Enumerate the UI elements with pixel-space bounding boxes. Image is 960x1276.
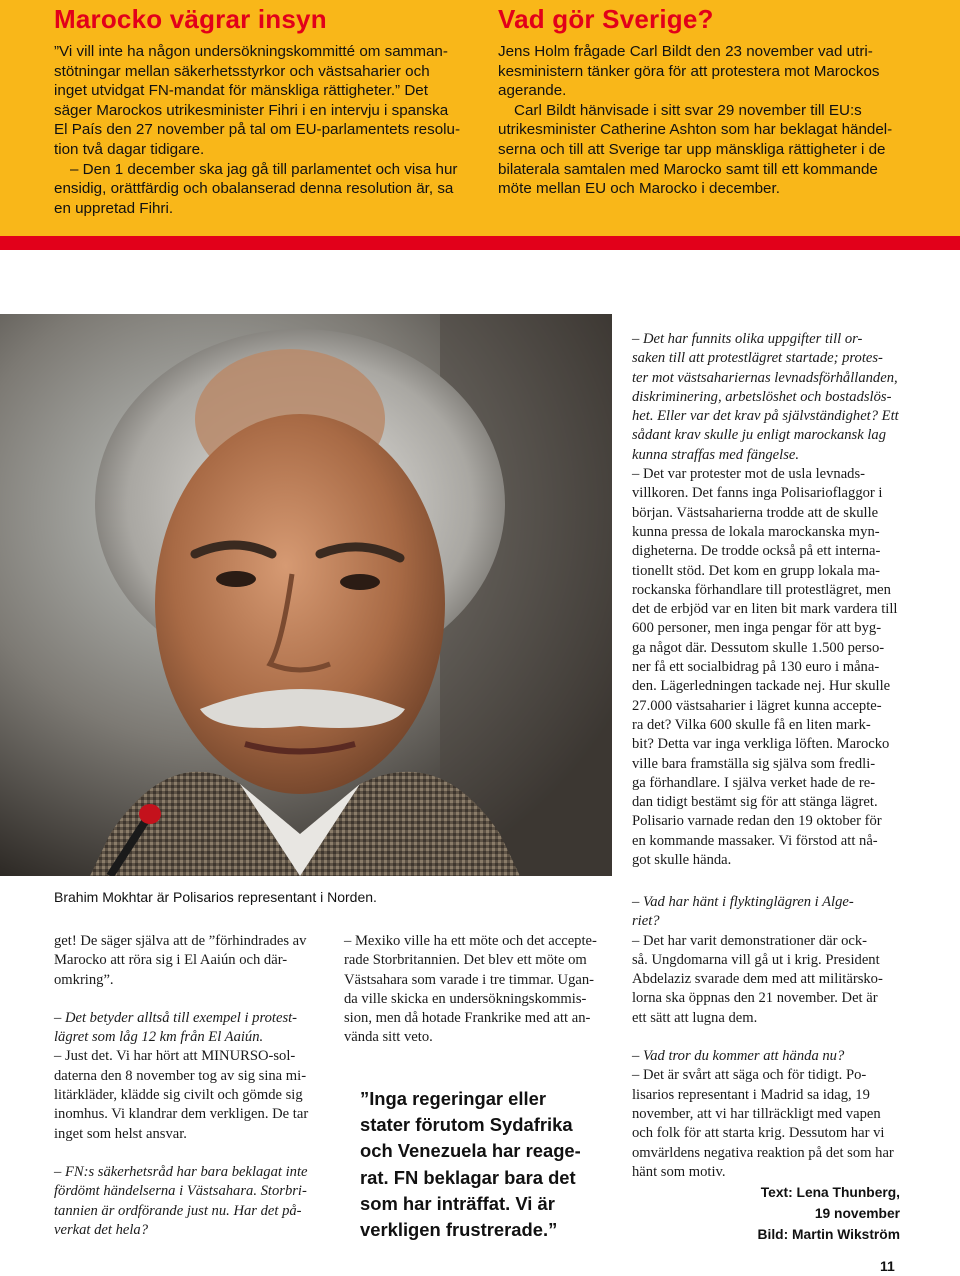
text-line: – Det var protester mot de usla levnads- <box>632 466 866 483</box>
page-number: 11 <box>880 1258 895 1274</box>
portrait-photo <box>0 314 612 876</box>
text-line: Jens Holm frågade Carl Bildt den 23 november vad utri- <box>498 43 873 60</box>
text-line: inget utvidgat FN-mandat för mänskliga rättigheter.” Det <box>54 82 428 100</box>
portrait-photo-illustration <box>0 314 612 876</box>
interview-question <box>632 330 907 465</box>
text-line: Polisario varnade redan den 19 oktober för <box>632 813 882 830</box>
text-line: ville bara framställa sig själva som fredli- <box>632 755 876 772</box>
text-line: – Just det. Vi har hört att MINURSO-sol- <box>54 1048 296 1065</box>
text-line: säger Marockos utrikesminister Fihri i en intervju i spanska <box>54 101 449 119</box>
text-line: ”Vi vill inte ha någon undersökningskommitté om samman- <box>54 43 448 60</box>
byline-author: Text: Lena Thunberg, <box>760 1185 900 1200</box>
text-line: inomhus. Vi klandrar dem verkligen. De tar <box>54 1106 309 1123</box>
text-line: get! De säger själva att de ”förhindrades av <box>54 933 307 949</box>
text-line: rockanska förhandlare till protestlägret, men <box>632 581 891 598</box>
text-line: ner få ett socialbidrag på 130 euro i måna- <box>632 659 880 676</box>
interview-answer <box>632 932 907 1028</box>
middle-paragraph <box>344 932 620 1048</box>
text-line: 600 personer, men inga pengar för att byg- <box>632 620 882 637</box>
marocko-body <box>54 42 474 218</box>
text-line: början. Västsaharierna trodde att de skulle <box>632 504 879 521</box>
text-line: ett sätt att lugna dem. <box>632 1009 758 1026</box>
text-line: kunna straffas med fängelse. <box>632 446 800 463</box>
text-line: ”Inga regeringar eller <box>360 1088 547 1109</box>
text-line: inget som helst ansvar. <box>54 1125 187 1142</box>
text-line: fördömt händelserna i Västsahara. Storbri- <box>54 1183 307 1200</box>
text-line: stötningar mellan säkerhetsstyrkor och västsaharier och <box>54 62 430 80</box>
text-line: ter mot västsahariernas levnadsförhållanden, <box>632 369 898 386</box>
text-line: omvärldens negativa reaktion på det som har <box>632 1144 894 1161</box>
text-line: dan tidigt bestämt sig för att stänga lägret. <box>632 794 878 811</box>
text-line: det de erbjöd var en liten bit mark vardera till <box>632 601 898 618</box>
text-line: den. Lägerledningen tackade nej. Hur skulle <box>632 678 891 695</box>
text-line: Marocko att röra sig i El Aaiún och där- <box>54 952 288 969</box>
interview-answer <box>632 1066 907 1182</box>
text-line: lorna ska öppnas den 21 november. Det är <box>632 990 878 1007</box>
text-line: omkring”. <box>54 971 114 988</box>
sverige-heading: Vad gör Sverige? <box>498 4 714 34</box>
text-line: – Vad tror du kommer att hända nu? <box>632 1048 845 1065</box>
text-line: Abdelaziz svarade dem med att militärsko- <box>632 971 883 988</box>
text-line: riet? <box>632 913 660 930</box>
byline-photographer: Bild: Martin Wikström <box>757 1227 900 1242</box>
interview-answer <box>632 465 907 870</box>
interview-question <box>54 1009 329 1048</box>
marocko-paragraph-1 <box>54 42 474 160</box>
text-line: verkligen frustrerade.” <box>360 1219 558 1241</box>
text-line: Västsahara som varade i tre timmar. Ugan- <box>344 971 595 988</box>
text-line: en kommande massaker. Vi förstod att nå- <box>632 832 878 849</box>
left-paragraph <box>54 932 329 990</box>
left-column <box>54 932 329 1240</box>
text-line: bit? Detta var inga verkliga löften. Marocko <box>632 736 890 753</box>
text-line: villkoren. Det fanns inga Polisarioflaggor i <box>632 485 883 502</box>
text-line: Carl Bildt hänvisade i sitt svar 29 november till EU:s <box>514 101 862 119</box>
text-line: ga något där. Dessutom skulle 1.500 perso- <box>632 639 885 656</box>
byline-date: 19 november <box>814 1206 900 1221</box>
text-line: ensidig, orättfärdig och obalanserad denna resolution är, sa <box>54 180 454 198</box>
text-line: El País den 27 november på tal om EU-parlamentets resolu- <box>54 121 461 139</box>
text-line: rade Storbritannien. Det blev ett möte om <box>344 952 587 969</box>
text-line: november, att vi har tillräckligt med vapen <box>632 1105 881 1122</box>
text-line: got skulle hända. <box>632 852 732 869</box>
text-line: hänt som motiv. <box>632 1163 726 1180</box>
sverige-body <box>498 42 918 199</box>
text-line: som har inträffat. Vi är <box>360 1192 555 1214</box>
byline <box>758 1182 900 1245</box>
text-line: kesministern tänker göra för att protestera mot Marockos <box>498 62 880 80</box>
text-line: saken till att protestlägret startade; protes- <box>632 350 883 367</box>
text-line: sådant krav skulle ju enligt marockansk lag <box>632 427 886 444</box>
text-line: tionellt stöd. Det kom en grupp lokala ma- <box>632 562 881 579</box>
text-line: – Det är svårt att säga och för tidigt. Po- <box>632 1067 867 1084</box>
right-column-top <box>632 330 907 870</box>
text-line: verkat det hela? <box>54 1221 149 1238</box>
text-line: het. Eller var det krav på självständighet? Ett <box>632 408 899 425</box>
text-line: – Det har varit demonstrationer där ock- <box>632 932 868 949</box>
text-line: – Vad har hänt i flyktinglägren i Alge- <box>632 894 854 910</box>
interview-question <box>632 893 907 932</box>
middle-column <box>344 932 620 1048</box>
text-line: daterna den 8 november tog av sig sina mi- <box>54 1067 307 1084</box>
text-line: – FN:s säkerhetsråd har bara beklagat inte <box>54 1163 308 1180</box>
text-line: och folk för att starta krig. Dessutom har vi <box>632 1125 885 1142</box>
text-line: digheterna. De trodde också på ett interna- <box>632 543 881 560</box>
text-line: ra det? Vilka 600 skulle få en liten mark- <box>632 716 871 733</box>
text-line: så. Ungdomarna vill gå ut i krig. President <box>632 951 880 968</box>
pull-quote <box>360 1086 632 1243</box>
text-line: diskriminering, arbetslöshet och bostadslös- <box>632 388 892 405</box>
text-line: och Venezuela har reage- <box>360 1140 581 1162</box>
text-line: litärkläder, klädde sig civilt och gömde sig <box>54 1087 303 1104</box>
text-line: lägret som låg 12 km från El Aaiún. <box>54 1029 264 1046</box>
text-line: serna och till att Sverige tar upp mänskliga rättigheter i de <box>498 140 886 158</box>
text-line: – Det har funnits olika uppgifter till or- <box>632 331 863 347</box>
interview-answer <box>54 1047 329 1143</box>
text-line: agerande. <box>498 82 567 100</box>
red-divider-line <box>0 236 960 250</box>
text-line: 27.000 västsaharier i lägret kunna accepte- <box>632 697 882 714</box>
photo-caption: Brahim Mokhtar är Polisarios representant i Norden. <box>54 889 377 905</box>
text-line: rat. FN beklagar bara det <box>360 1166 576 1188</box>
text-line: bilaterala samtalen med Marocko samt till ett kommande <box>498 160 878 178</box>
text-line: kunna pressa de lokala marockanska myn- <box>632 523 880 540</box>
text-line: sion, men då hotade Frankrike med att an- <box>344 1010 591 1027</box>
text-line: da ville skicka en undersökningskommis- <box>344 990 587 1007</box>
text-line: vända sitt veto. <box>344 1029 433 1046</box>
text-line: – Mexiko ville ha ett möte och det accepte- <box>344 933 597 949</box>
sverige-paragraph-1 <box>498 42 918 101</box>
text-line: – Det betyder alltså till exempel i protest- <box>54 1009 298 1026</box>
text-line: stater förutom Sydafrika <box>360 1114 573 1136</box>
text-line: möte mellan EU och Marocko i december. <box>498 180 780 198</box>
text-line: tion två dagar tidigare. <box>54 140 205 158</box>
interview-question <box>632 1047 907 1066</box>
sverige-paragraph-2 <box>498 101 918 199</box>
text-line: ga förhandlare. I själva verket hade de re- <box>632 774 876 791</box>
marocko-paragraph-2 <box>54 160 474 219</box>
interview-question <box>54 1163 329 1240</box>
text-line: en uppretad Fihri. <box>54 199 174 217</box>
text-line: utrikesminister Catherine Ashton som har beklagat händel- <box>498 121 893 139</box>
text-line: tannien är ordförande just nu. Har det på- <box>54 1202 302 1219</box>
marocko-heading: Marocko vägrar insyn <box>54 4 327 34</box>
text-line: lisarios representant i Madrid sa idag, 19 <box>632 1086 870 1103</box>
right-column-bottom <box>632 893 907 1182</box>
text-line: – Den 1 december ska jag gå till parlamentet och visa hur <box>70 160 458 178</box>
